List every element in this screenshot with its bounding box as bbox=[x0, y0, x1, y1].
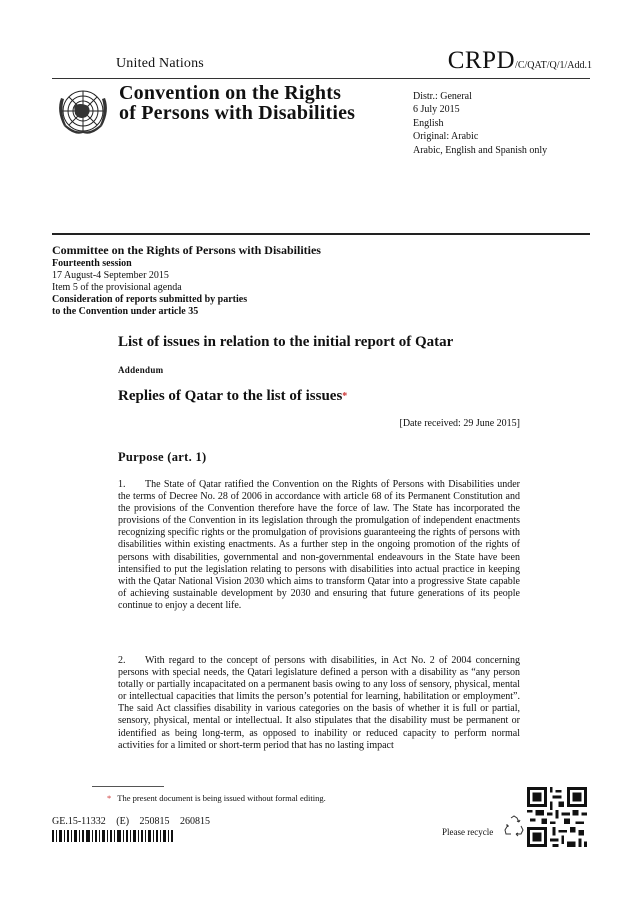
convention-title bbox=[119, 83, 355, 123]
distr-original: Original: Arabic bbox=[413, 131, 479, 143]
qr-code-icon bbox=[527, 786, 587, 848]
footnote-marker: * bbox=[107, 793, 112, 803]
header-rule bbox=[52, 78, 590, 79]
distr-date: 6 July 2015 bbox=[413, 104, 460, 116]
subtitle-text: Replies of Qatar to the list of issues bbox=[118, 388, 343, 404]
footnote-text: The present document is being issued without formal editing. bbox=[117, 793, 326, 803]
convention-title-line1: Convention on the Rights bbox=[119, 82, 342, 104]
paragraph-number: 1. bbox=[118, 479, 126, 490]
footnote-reference[interactable]: * bbox=[342, 391, 348, 402]
paragraph-text: The State of Qatar ratified the Convention on the Rights of Persons with Disabilities under the terms of Decree No. 28 of 2006 in accordance with article 68 of its Permanent Constitution and the provisions of the Convention therefore have the force of law. The State has incorporated the provisions of the Convention in its legislation through the promulgation of independent enactments recognizing specific rights or the promulgation of provisions guaranteeing the rights of persons with disabilities within existing enactments. As a further step in the ongoing promotion of the rights of persons with disabilities, governmental and non-governmental endeavours in the State have been intensified to put the legislation relating to persons with disabilities into actual practice in keeping with the Qatar National Vision 2030 which aims to transform Qatar into a progressive State capable of achieving sustainable development by 2030 and ensuring that future generations of its people continue to enjoy a decent life. bbox=[118, 479, 520, 611]
document-subtitle bbox=[118, 388, 347, 405]
addendum-label: Addendum bbox=[118, 365, 164, 375]
session-dates: 17 August-4 September 2015 bbox=[52, 270, 169, 281]
symbol-suffix: /C/QAT/Q/1/Add.1 bbox=[515, 60, 592, 71]
committee-title: Committee on the Rights of Persons with Disabilities bbox=[52, 243, 321, 257]
consideration-line2: to the Convention under article 35 bbox=[52, 306, 199, 317]
section-rule bbox=[52, 233, 590, 235]
distribution-block bbox=[413, 90, 547, 157]
footnote-rule bbox=[92, 786, 164, 787]
distr-general: Distr.: General bbox=[413, 91, 472, 102]
date-received: [Date received: 29 June 2015] bbox=[399, 418, 520, 429]
distr-languages: Arabic, English and Spanish only bbox=[413, 144, 548, 156]
job-number: GE.15-11332 (E) 250815 260815 bbox=[52, 816, 211, 827]
document-symbol bbox=[448, 47, 592, 75]
committee-block bbox=[52, 243, 321, 318]
distr-language: English bbox=[413, 117, 444, 129]
section-heading: Purpose (art. 1) bbox=[118, 450, 207, 464]
organization-name: United Nations bbox=[116, 56, 204, 71]
footnote bbox=[107, 793, 326, 803]
recycle-icon bbox=[503, 814, 525, 838]
session: Fourteenth session bbox=[52, 258, 132, 269]
symbol-main: CRPD bbox=[447, 47, 516, 74]
document-title: List of issues in relation to the initial report of Qatar bbox=[118, 334, 454, 350]
convention-title-line2: of Persons with Disabilities bbox=[119, 102, 356, 124]
consideration-line1: Consideration of reports submitted by parties bbox=[52, 294, 248, 305]
paragraph bbox=[118, 479, 520, 612]
paragraph bbox=[118, 655, 520, 752]
paragraph-number: 2. bbox=[118, 655, 126, 666]
barcode-icon bbox=[52, 830, 176, 842]
agenda-item: Item 5 of the provisional agenda bbox=[52, 282, 182, 293]
un-emblem-icon bbox=[52, 84, 114, 138]
paragraph-text: With regard to the concept of persons with disabilities, in Act No. 2 of 2004 concerning persons with special needs, the Qatari legislature defined a person with a disability as “any person totally or partially incapacitated on a permanent basis owing to any loss of sensory, physical, mental or intellectual capacities that limits the person’s potential for learning, habilitation or employment”. The said Act classifies disability in various categories on the basis of whether it is full or partial, sensory, physical, mental or intellectual. It also stipulates that the disability must be permanent or identified as being long-term, as opposed to inability or reduced capacity to perform normal activities for a limited or short-term period that has no lasting impact bbox=[118, 655, 520, 751]
recycle-text: Please recycle bbox=[442, 827, 494, 837]
